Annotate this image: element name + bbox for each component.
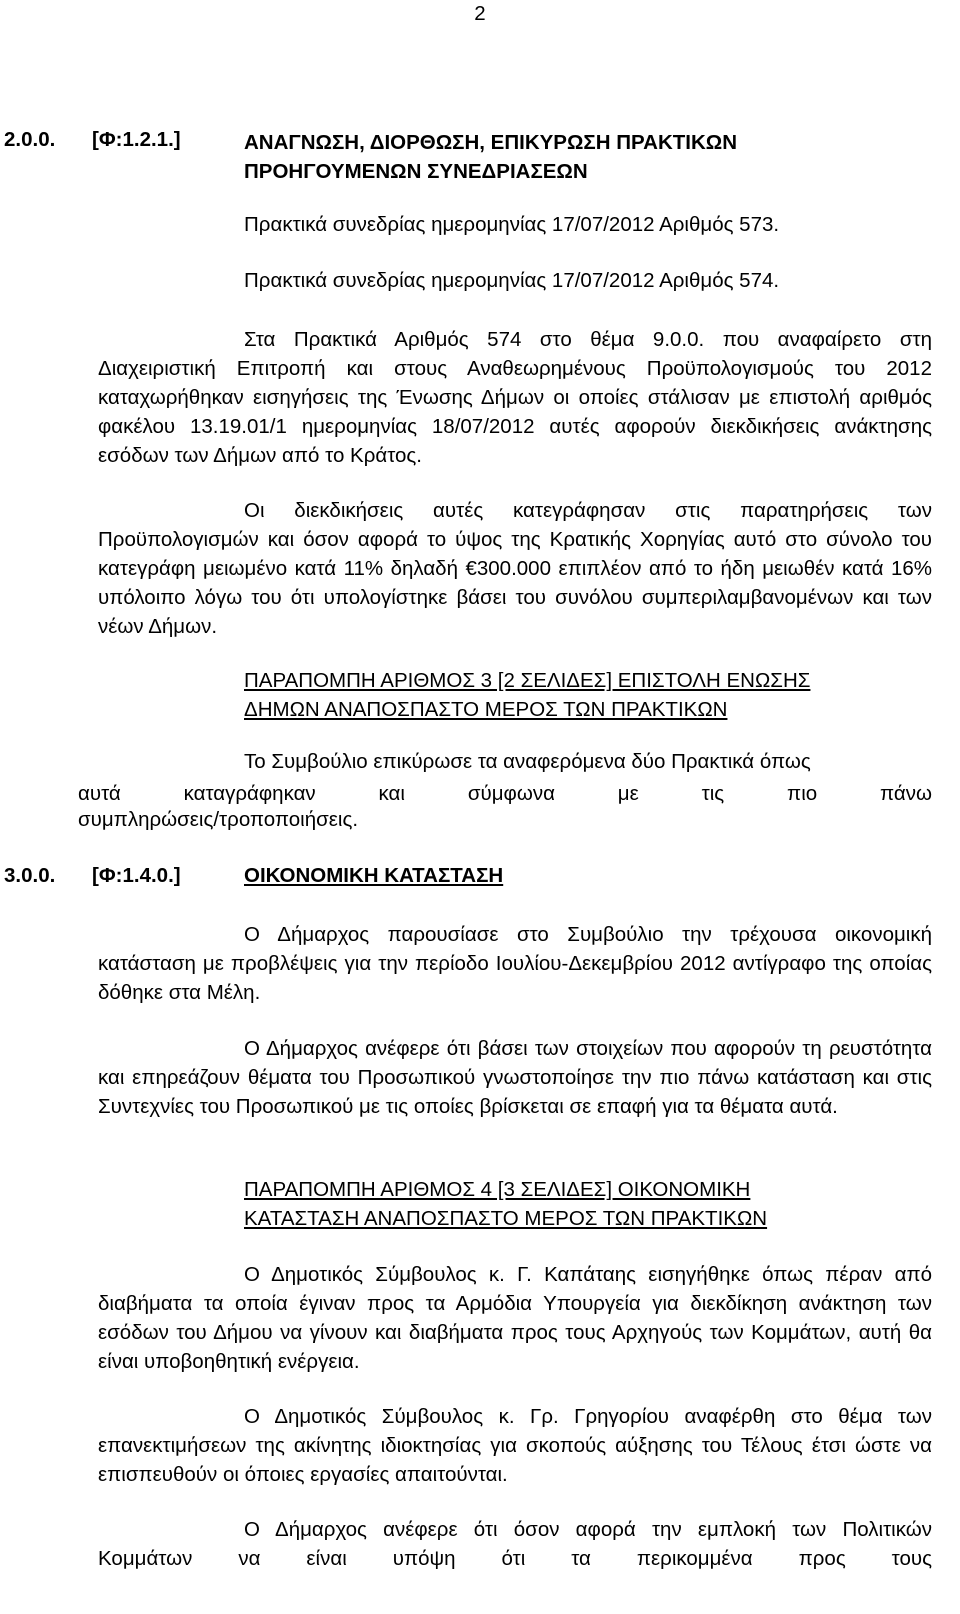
attachment-reference [244, 666, 810, 724]
reference-line: ΠΑΡΑΠΟΜΠΗ ΑΡΙΘΜΟΣ 3 [2 ΣΕΛΙΔΕΣ] ΕΠΙΣΤΟΛΗ ΕΝΩΣΗΣ [244, 669, 811, 692]
reference-line: ΚΑΤΑΣΤΑΣΗ ΑΝΑΠΟΣΠΑΣΤΟ ΜΕΡΟΣ ΤΩΝ ΠΡΑΚΤΙΚΩΝ [244, 1207, 768, 1230]
reference-line: ΠΑΡΑΠΟΜΠΗ ΑΡΙΘΜΟΣ 4 [3 ΣΕΛΙΔΕΣ] ΟΙΚΟΝΟΜΙΚΗ [244, 1178, 751, 1201]
section-title-line: ΠΡΟΗΓΟΥΜΕΝΩΝ ΣΥΝΕΔΡΙΑΣΕΩΝ [244, 160, 588, 183]
minutes-item: Πρακτικά συνεδρίας ημερομηνίας 17/07/2012 Αριθμός 573. [244, 213, 780, 236]
page-number: 2 [474, 2, 486, 25]
paragraph: Οι διεκδικήσεις αυτές κατεγράφησαν στις παρατηρήσεις των Προϋπολογισμών και όσον αφορά το ύψος της Κρατικής Χορηγίας αυτό στο σύνολο του κατεγράφη μειωμένο κατά 11% δηλαδή €300.000 επιπλέον από το ήδη μειωθέν κατά 16% υπόλοιπο λόγω του ότι υπολογίστηκε βάσει του συνόλου συμπεριλαμβανομένων και των νέων Δήμων. [98, 499, 932, 638]
minutes-item: Πρακτικά συνεδρίας ημερομηνίας 17/07/2012 Αριθμός 574. [244, 269, 780, 292]
attachment-reference [244, 1175, 767, 1233]
paragraph: Ο Δήμαρχος παρουσίασε στο Συμβούλιο την τρέχουσα οικονομική κατάσταση με προβλέψεις για την περίοδο Ιουλίου-Δεκεμβρίου 2012 αντίγραφο της οποίας δόθηκε στα Μέλη. [98, 923, 932, 1004]
section-title [244, 128, 737, 186]
paragraph-line: Το Συμβούλιο επικύρωσε τα αναφερόμενα δύο Πρακτικά όπως [244, 750, 811, 773]
section-number: 3.0.0. [4, 864, 56, 887]
paragraph: Ο Δημοτικός Σύμβουλος κ. Γρ. Γρηγορίου αναφέρθη στο θέμα των επανεκτιμήσεων της ακίνητης ιδιοκτησίας για σκοπούς αύξησης του Τέλους έτσι ώστε να επισπευθούν οι όποιες εργασίες απαιτούνται. [98, 1405, 932, 1486]
paragraph: Ο Δήμαρχος ανέφερε ότι βάσει των στοιχείων που αφορούν τη ρευστότητα και επηρεάζουν θέματα του Προσωπικού γνωστοποίησε την πιο πάνω κατάσταση και στις Συντεχνίες του Προσωπικού με τις οποίες βρίσκεται σε επαφή για τα θέματα αυτά. [98, 1037, 932, 1118]
section-title: ΟΙΚΟΝΟΜΙΚΗ ΚΑΤΑΣΤΑΣΗ [244, 864, 504, 887]
reference-line: ΔΗΜΩΝ ΑΝΑΠΟΣΠΑΣΤΟ ΜΕΡΟΣ ΤΩΝ ΠΡΑΚΤΙΚΩΝ [244, 698, 728, 721]
paragraph-line: αυτά καταγράφηκαν και σύμφωνα με τις πιο πάνω [78, 782, 932, 805]
section-number: 2.0.0. [4, 128, 56, 151]
paragraph: Ο Δήμαρχος ανέφερε ότι όσον αφορά την εμπλοκή των Πολιτικών Κομμάτων να είναι υπόψη ότι τα περικομμένα προς τους [98, 1518, 932, 1570]
paragraph-line: συμπληρώσεις/τροποποιήσεις. [78, 808, 359, 831]
paragraph: Στα Πρακτικά Αριθμός 574 στο θέμα 9.0.0. που αναφαίρετο στη Διαχειριστική Επιτροπή και στους Αναθεωρημένους Προϋπολογισμούς του 2012 καταχωρήθηκαν εισηγήσεις της Ένωσης Δήμων οι οποίες στάλισαν με επιστολή αριθμός φακέλου 13.19.01/1 ημερομηνίας 18/07/2012 αυτές αφορούν διεκδικήσεις ανάκτησης εσόδων των Δήμων από το Κράτος. [98, 328, 932, 467]
section-file-ref: [Φ:1.4.0.] [92, 864, 181, 887]
section-title-line: ΑΝΑΓΝΩΣΗ, ΔΙΟΡΘΩΣΗ, ΕΠΙΚΥΡΩΣΗ ΠΡΑΚΤΙΚΩΝ [244, 131, 738, 154]
paragraph: Ο Δημοτικός Σύμβουλος κ. Γ. Καπάταης εισηγήθηκε όπως πέραν από διαβήματα τα οποία έγιναν προς τα Αρμόδια Υπουργεία για διεκδίκηση ανάκτηση των εσόδων του Δήμου να γίνουν και διαβήματα προς τους Αρχηγούς των Κομμάτων, αυτή θα είναι υποβοηθητική ενέργεια. [98, 1263, 932, 1373]
section-file-ref: [Φ:1.2.1.] [92, 128, 181, 151]
